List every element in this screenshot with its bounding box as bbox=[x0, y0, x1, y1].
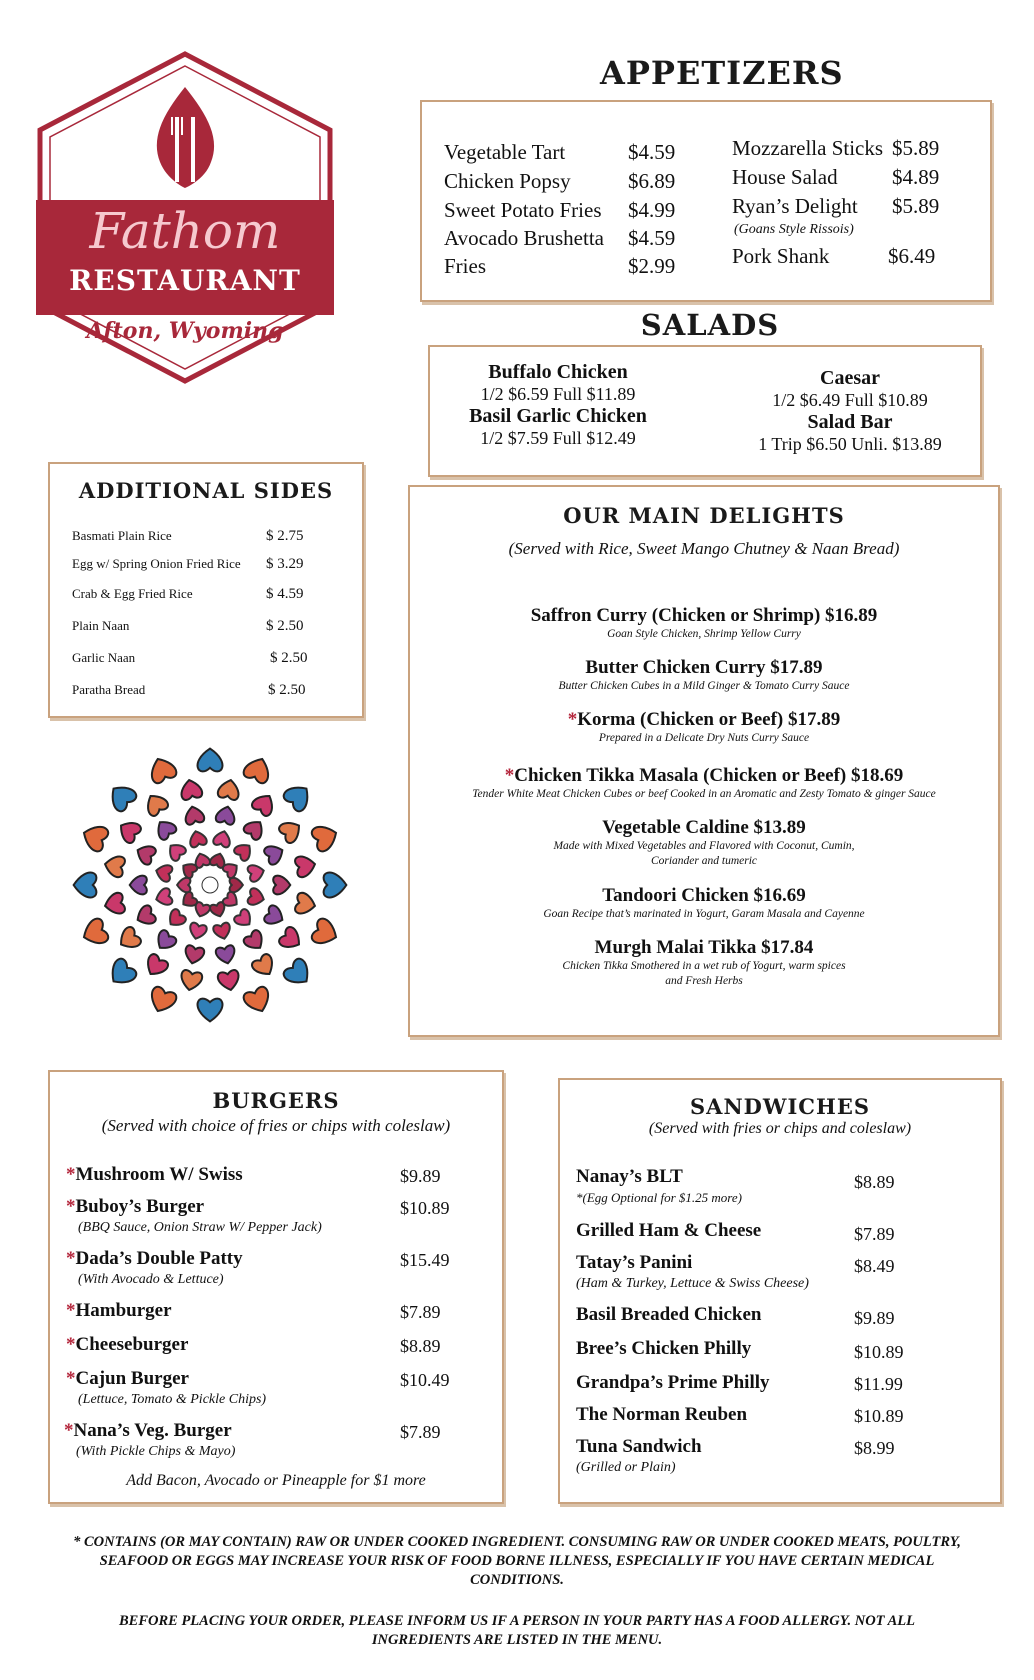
mandala-petal bbox=[146, 985, 178, 1016]
main-item-desc: Goan Recipe that’s marinated in Yogurt, Garam Masala and Cayenne bbox=[543, 908, 865, 920]
burger-note: (With Avocado & Lettuce) bbox=[78, 1272, 224, 1287]
main-item bbox=[410, 937, 998, 989]
mandala-petal bbox=[209, 901, 227, 918]
burger-price: $8.89 bbox=[400, 1336, 441, 1356]
burger-name: Cheeseburger bbox=[75, 1334, 189, 1355]
appetizer-name: Ryan’s Delight bbox=[732, 194, 858, 218]
mandala-petal bbox=[105, 780, 139, 814]
raw-food-disclaimer: * CONTAINS (OR MAY CONTAIN) RAW OR UNDER COOKED INGREDIENT. CONSUMING RAW OR UNDER COOKED MEATS, POULTRY, SEAFOOD OR EGGS MAY INCREASE YOUR RISK OF FOOD BORNE ILLNESS, ESPECIALLY IF YOU HAVE CERTAIN MEDICAL CONDITIONS. bbox=[73, 1534, 961, 1588]
salad-name: Caesar bbox=[820, 367, 880, 389]
mandala-petal bbox=[142, 952, 170, 979]
sandwich-name: Nanay’s BLT bbox=[576, 1166, 683, 1187]
appetizer-price: $4.89 bbox=[892, 165, 940, 189]
appetizer-price: $4.59 bbox=[628, 140, 676, 164]
raw-warning-star: * bbox=[66, 1300, 76, 1321]
main-delights-box bbox=[408, 485, 1000, 1037]
mandala-petal bbox=[134, 842, 158, 866]
mandala-petal bbox=[212, 829, 232, 848]
appetizer-name: Fries bbox=[444, 254, 486, 278]
burger-price: $10.49 bbox=[400, 1370, 450, 1390]
main-item-desc: Butter Chicken Cubes in a Mild Ginger & Tomato Curry Sauce bbox=[558, 680, 850, 692]
sandwich-price: $8.49 bbox=[854, 1256, 895, 1276]
sandwiches-box bbox=[558, 1078, 1002, 1504]
mandala-petal bbox=[242, 985, 274, 1016]
raw-warning-star: * bbox=[66, 1196, 76, 1217]
burger-name: Dada’s Double Patty bbox=[75, 1248, 243, 1269]
sandwich-price: $9.89 bbox=[854, 1308, 895, 1328]
mandala-petal bbox=[263, 904, 287, 928]
main-item bbox=[410, 605, 998, 642]
mandala-petal bbox=[215, 805, 237, 826]
sandwich-name: Basil Breaded Chicken bbox=[576, 1304, 762, 1325]
main-item-desc: Made with Mixed Vegetables and Flavored with Coconut, Cumin, bbox=[553, 840, 855, 852]
sandwich-name: Bree’s Chicken Philly bbox=[576, 1338, 752, 1359]
mandala-petal bbox=[193, 851, 211, 868]
appetizers-title: APPETIZERS bbox=[600, 54, 844, 92]
salad-price: 1/2 $6.49 Full $10.89 bbox=[772, 390, 928, 410]
mandala-petal bbox=[247, 887, 266, 907]
raw-warning-star: * bbox=[64, 1420, 74, 1441]
appetizer-name: House Salad bbox=[732, 165, 838, 189]
allergy-disclaimer: BEFORE PLACING YOUR ORDER, PLEASE INFORM US IF A PERSON IN YOUR PARTY HAS A FOOD ALLERGY. NOT ALL INGREDIENTS ARE LISTED IN THE MENU. bbox=[118, 1613, 916, 1648]
mandala-petal bbox=[134, 904, 158, 928]
salad-price: 1/2 $7.59 Full $12.49 bbox=[480, 428, 636, 448]
mandala-petal bbox=[188, 829, 208, 848]
sandwich-name: The Norman Reuben bbox=[576, 1404, 748, 1425]
main-item bbox=[410, 657, 998, 694]
appetizer-name: Sweet Potato Fries bbox=[444, 198, 602, 222]
side-price: $ 3.29 bbox=[266, 556, 304, 572]
sandwich-price: $10.89 bbox=[854, 1342, 904, 1362]
burger-note: (With Pickle Chips & Mayo) bbox=[76, 1444, 236, 1459]
raw-warning-star: * bbox=[66, 1248, 76, 1269]
side-name: Garlic Naan bbox=[72, 650, 136, 665]
salad-name: Salad Bar bbox=[807, 411, 893, 433]
mandala-petal bbox=[115, 925, 142, 953]
appetizer-name: Chicken Popsy bbox=[444, 169, 571, 193]
sandwich-name: Grilled Ham & Cheese bbox=[576, 1220, 762, 1241]
mandala-petal bbox=[103, 892, 126, 916]
main-item-desc: Goan Style Chicken, Shrimp Yellow Curry bbox=[607, 628, 801, 640]
mandala-petal bbox=[146, 754, 178, 785]
mandala-petal bbox=[79, 821, 110, 853]
mandala-petal bbox=[242, 816, 267, 841]
main-item-desc: Tender White Meat Chicken Cubes or beef Cooked in an Aromatic and Zesty Tomato & ginger Sauce bbox=[472, 788, 936, 800]
sides-title: ADDITIONAL SIDES bbox=[78, 478, 334, 503]
mandala-petal bbox=[233, 908, 256, 931]
mandala-icon bbox=[60, 735, 360, 1035]
appetizer-note: (Goans Style Rissois) bbox=[734, 222, 854, 237]
side-name: Egg w/ Spring Onion Fried Rice bbox=[72, 556, 241, 571]
sandwich-name: Grandpa’s Prime Philly bbox=[576, 1372, 770, 1393]
main-item-desc: Coriander and tumeric bbox=[650, 855, 758, 867]
mandala-petal bbox=[165, 840, 188, 863]
main-item-desc: Chicken Tikka Smothered in a wet rub of Yogurt, warm spices bbox=[562, 960, 846, 972]
sandwich-note: (Ham & Turkey, Lettuce & Swiss Cheese) bbox=[576, 1276, 809, 1291]
mandala-petal bbox=[154, 863, 173, 883]
mandala-petal bbox=[183, 945, 205, 966]
mandala-petal bbox=[188, 922, 208, 941]
mandala-petal bbox=[250, 952, 278, 979]
raw-warning-star: * bbox=[66, 1334, 76, 1355]
main-item-name: Tandoori Chicken $16.69 bbox=[602, 885, 806, 906]
mandala-petal bbox=[277, 817, 304, 845]
mandala-petal bbox=[115, 817, 142, 845]
appetizer-price: $5.89 bbox=[892, 136, 940, 160]
mandala-petal bbox=[217, 969, 241, 992]
mandala-petal bbox=[263, 842, 287, 866]
salad-price: 1 Trip $6.50 Unli. $13.89 bbox=[758, 434, 942, 454]
sides-box bbox=[48, 462, 364, 718]
appetizer-price: $6.89 bbox=[628, 169, 676, 193]
mandala-petal bbox=[242, 754, 274, 785]
main-item-desc: and Fresh Herbs bbox=[665, 975, 743, 987]
sandwich-name: Tatay’s Panini bbox=[576, 1252, 693, 1273]
mandala-petal bbox=[198, 999, 223, 1022]
mandala-petal bbox=[198, 749, 223, 772]
mandala-petal bbox=[179, 969, 203, 992]
logo-script-name: Fathom bbox=[89, 202, 281, 260]
side-name: Plain Naan bbox=[72, 618, 130, 633]
mandala-petal bbox=[250, 790, 278, 817]
raw-warning-star: * bbox=[504, 765, 515, 786]
sandwiches-title: SANDWICHES bbox=[690, 1094, 870, 1119]
burger-price: $15.49 bbox=[400, 1250, 450, 1270]
sandwich-note: (Grilled or Plain) bbox=[576, 1460, 676, 1475]
salad-price: 1/2 $6.59 Full $11.89 bbox=[480, 384, 636, 404]
appetizer-name: Vegetable Tart bbox=[444, 140, 566, 164]
mandala-petal bbox=[74, 873, 97, 898]
side-price: $ 2.50 bbox=[266, 618, 304, 634]
mandala-petal bbox=[230, 878, 243, 893]
side-price: $ 4.59 bbox=[266, 586, 304, 602]
mandala-petal bbox=[183, 805, 205, 826]
mandala-center bbox=[202, 877, 218, 893]
mandala-petal bbox=[179, 778, 203, 801]
mandala-petal bbox=[282, 957, 316, 991]
logo-banner bbox=[36, 200, 334, 315]
burger-name: Cajun Burger bbox=[75, 1368, 189, 1389]
restaurant-logo bbox=[30, 50, 340, 385]
main-delights-subtitle: (Served with Rice, Sweet Mango Chutney & Naan Bread) bbox=[508, 539, 900, 558]
appetizer-name: Avocado Brushetta bbox=[444, 226, 604, 250]
main-delights-title: OUR MAIN DELIGHTS bbox=[563, 503, 845, 528]
logo-location: Afton, Wyoming bbox=[86, 318, 284, 344]
mandala-petal bbox=[277, 925, 304, 953]
sandwiches-subtitle: (Served with fries or chips and coleslaw) bbox=[648, 1120, 912, 1137]
salads-box bbox=[428, 345, 982, 477]
mandala-petal bbox=[142, 790, 170, 817]
mandala-petal bbox=[215, 945, 237, 966]
mandala-petal bbox=[153, 929, 178, 954]
burger-price: $7.89 bbox=[400, 1422, 441, 1442]
salads-title: SALADS bbox=[640, 308, 780, 342]
mandala-petal bbox=[103, 854, 126, 878]
main-item-name: Vegetable Caldine $13.89 bbox=[602, 817, 806, 838]
mandala-petal bbox=[105, 957, 139, 991]
raw-warning-star: * bbox=[66, 1164, 76, 1185]
main-item-name: Korma (Chicken or Beef) $17.89 bbox=[577, 709, 841, 730]
mandala-petal bbox=[212, 922, 232, 941]
appetizer-price: $4.59 bbox=[628, 226, 676, 250]
burger-note: (Lettuce, Tomato & Pickle Chips) bbox=[78, 1392, 267, 1407]
mandala-petal bbox=[153, 816, 178, 841]
mandala-petal bbox=[310, 821, 341, 853]
sandwich-name: Tuna Sandwich bbox=[576, 1436, 702, 1457]
burger-name: Nana’s Veg. Burger bbox=[73, 1420, 232, 1441]
mandala-petal bbox=[233, 840, 256, 863]
main-item-name: Saffron Curry (Chicken or Shrimp) $16.89 bbox=[530, 605, 878, 626]
mandala-petal bbox=[130, 876, 147, 895]
main-item bbox=[410, 709, 998, 746]
mandala-petal bbox=[79, 917, 110, 949]
salad-name: Buffalo Chicken bbox=[488, 361, 628, 383]
salad-name: Basil Garlic Chicken bbox=[469, 405, 647, 427]
burger-name: Hamburger bbox=[75, 1300, 172, 1321]
side-price: $ 2.75 bbox=[266, 528, 304, 544]
burgers-box bbox=[48, 1070, 504, 1504]
burger-name: Mushroom W/ Swiss bbox=[75, 1164, 243, 1185]
logo-restaurant-word: RESTAURANT bbox=[69, 264, 301, 297]
appetizer-name: Mozzarella Sticks bbox=[732, 136, 884, 160]
mandala-petal bbox=[294, 854, 317, 878]
burgers-subtitle: (Served with choice of fries or chips with coleslaw) bbox=[101, 1116, 451, 1135]
appetizer-price: $5.89 bbox=[892, 194, 940, 218]
burger-note: (BBQ Sauce, Onion Straw W/ Pepper Jack) bbox=[78, 1220, 322, 1235]
sandwich-note: *(Egg Optional for $1.25 more) bbox=[576, 1190, 742, 1205]
mandala-petal bbox=[282, 780, 316, 814]
appetizer-name: Pork Shank bbox=[732, 244, 830, 268]
burger-price: $9.89 bbox=[400, 1166, 441, 1186]
mandala-petal bbox=[273, 876, 290, 895]
side-name: Paratha Bread bbox=[72, 682, 146, 697]
main-item bbox=[410, 765, 998, 802]
main-item-name: Chicken Tikka Masala (Chicken or Beef) $18.69 bbox=[514, 765, 904, 786]
sandwich-price: $8.99 bbox=[854, 1438, 895, 1458]
side-name: Basmati Plain Rice bbox=[72, 528, 172, 543]
burger-name: Buboy’s Burger bbox=[75, 1196, 205, 1217]
main-item-name: Butter Chicken Curry $17.89 bbox=[585, 657, 823, 678]
sandwich-price: $11.99 bbox=[854, 1374, 903, 1394]
mandala-petal bbox=[217, 778, 241, 801]
appetizer-price: $4.99 bbox=[628, 198, 676, 222]
burgers-title: BURGERS bbox=[212, 1088, 340, 1113]
burgers-footer: Add Bacon, Avocado or Pineapple for $1 more bbox=[126, 1472, 426, 1489]
mandala-petal bbox=[154, 887, 173, 907]
raw-warning-star: * bbox=[567, 709, 578, 730]
sandwich-price: $8.89 bbox=[854, 1172, 895, 1192]
appetizers-box bbox=[420, 100, 992, 302]
burger-price: $10.89 bbox=[400, 1198, 450, 1218]
side-name: Crab & Egg Fried Rice bbox=[72, 586, 193, 601]
mandala-petal bbox=[310, 917, 341, 949]
main-item bbox=[410, 817, 998, 869]
mandala-petal bbox=[247, 863, 266, 883]
appetizer-price: $2.99 bbox=[628, 254, 676, 278]
appetizer-price: $6.49 bbox=[888, 244, 936, 268]
main-item bbox=[410, 885, 998, 922]
main-item-desc: Prepared in a Delicate Dry Nuts Curry Sauce bbox=[598, 732, 810, 744]
side-price: $ 2.50 bbox=[270, 650, 308, 666]
sandwich-price: $10.89 bbox=[854, 1406, 904, 1426]
mandala-petal bbox=[165, 908, 188, 931]
mandala-petal bbox=[324, 873, 347, 898]
fork-knife-flame-icon bbox=[145, 82, 225, 192]
side-price: $ 2.50 bbox=[268, 682, 306, 698]
raw-warning-star: * bbox=[66, 1368, 76, 1389]
mandala-petal bbox=[294, 892, 317, 916]
mandala-petal bbox=[242, 929, 267, 954]
main-item-name: Murgh Malai Tikka $17.84 bbox=[594, 937, 814, 958]
burger-price: $7.89 bbox=[400, 1302, 441, 1322]
sandwich-price: $7.89 bbox=[854, 1224, 895, 1244]
mandala-petal bbox=[177, 878, 190, 893]
